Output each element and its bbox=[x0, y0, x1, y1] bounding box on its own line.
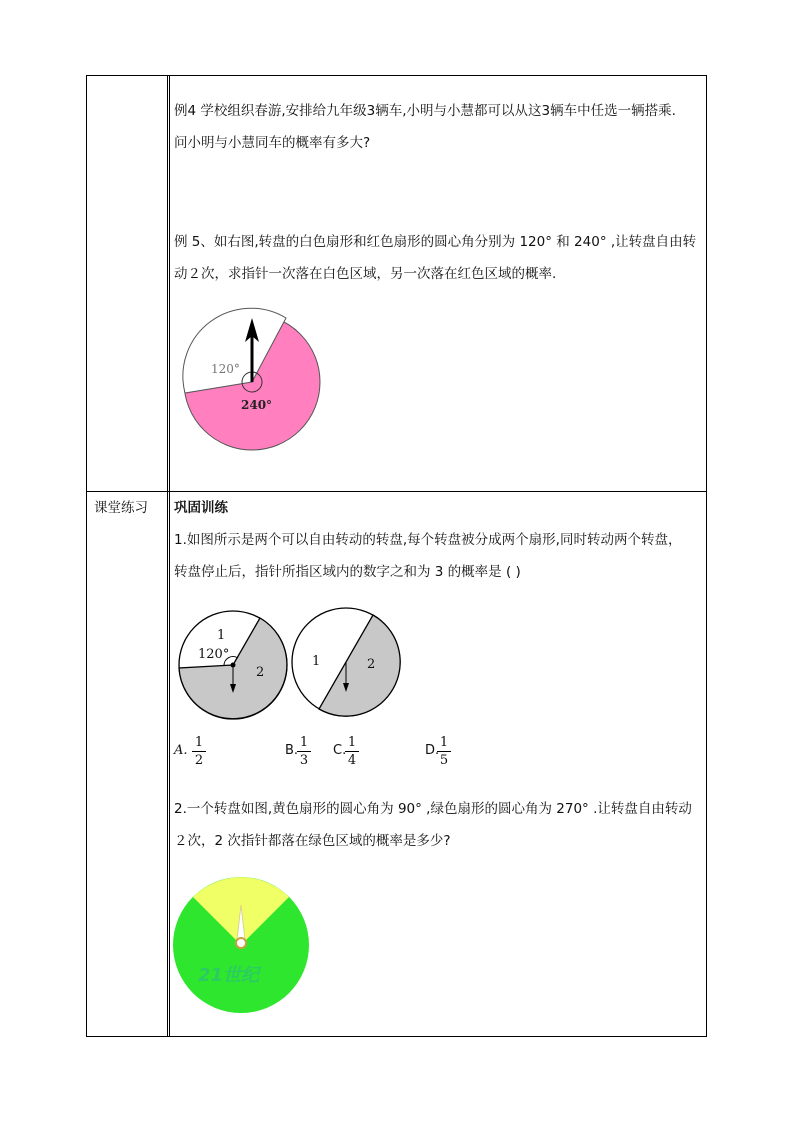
q1-option-b-denominator: 3 bbox=[299, 753, 309, 768]
example4-line2: 问小明与小慧同车的概率有多大? bbox=[174, 135, 371, 151]
q1-option-a-denominator: 2 bbox=[194, 753, 204, 768]
q1-option-c-numerator: 1 bbox=[345, 736, 359, 752]
example5-white-angle-label: 120° bbox=[211, 362, 240, 376]
q1-left-label-1: 1 bbox=[217, 628, 226, 643]
practice-heading: 巩固训练 bbox=[174, 500, 228, 516]
q1-option-b-numerator: 1 bbox=[297, 736, 311, 752]
q2-watermark: 21世纪 bbox=[198, 965, 260, 986]
example5-line1: 例 5、如右图,转盘的白色扇形和红色扇形的圆心角分别为 120° 和 240° ,让转盘自由转 bbox=[174, 234, 697, 250]
q1-option-b-letter: B. bbox=[285, 743, 299, 758]
q1-option-c-denominator: 4 bbox=[347, 753, 357, 768]
q1-left-angle-label: 120° bbox=[198, 647, 230, 662]
q1-right-label-1: 1 bbox=[312, 654, 321, 669]
q1-line2: 转盘停止后，指针所指区域内的数字之和为 3 的概率是 ( ) bbox=[174, 564, 521, 580]
q1-option-a-letter: A. bbox=[174, 743, 188, 758]
q2-spinner-hub bbox=[236, 938, 246, 948]
q2-line1: 2.一个转盘如图,黄色扇形的圆心角为 90° ,绿色扇形的圆心角为 270° .让转盘自由转动 bbox=[174, 801, 692, 817]
q1-left-label-2: 2 bbox=[256, 665, 265, 680]
q1-line1: 1.如图所示是两个可以自由转动的转盘,每个转盘被分成两个扇形,同时转动两个转盘， bbox=[174, 532, 682, 548]
example5-line2: 动２次，求指针一次落在白色区域，另一次落在红色区域的概率. bbox=[174, 266, 557, 282]
section-label: 课堂练习 bbox=[94, 500, 148, 516]
example5-red-angle-label: 240° bbox=[241, 398, 273, 412]
q1-option-d-letter: D. bbox=[425, 743, 440, 758]
q1-option-a-numerator: 1 bbox=[192, 736, 206, 752]
q1-option-d-numerator: 1 bbox=[437, 736, 451, 752]
q1-right-label-2: 2 bbox=[367, 657, 376, 672]
example4-line1: 例4 学校组织春游,安排给九年级3辆车,小明与小慧都可以从这3辆车中任选一辆搭乘. bbox=[174, 103, 676, 119]
q1-option-d-denominator: 5 bbox=[439, 753, 449, 768]
q2-line2: ２次，2 次指针都落在绿色区域的概率是多少? bbox=[174, 833, 451, 849]
q1-option-c-letter: C. bbox=[333, 743, 347, 758]
